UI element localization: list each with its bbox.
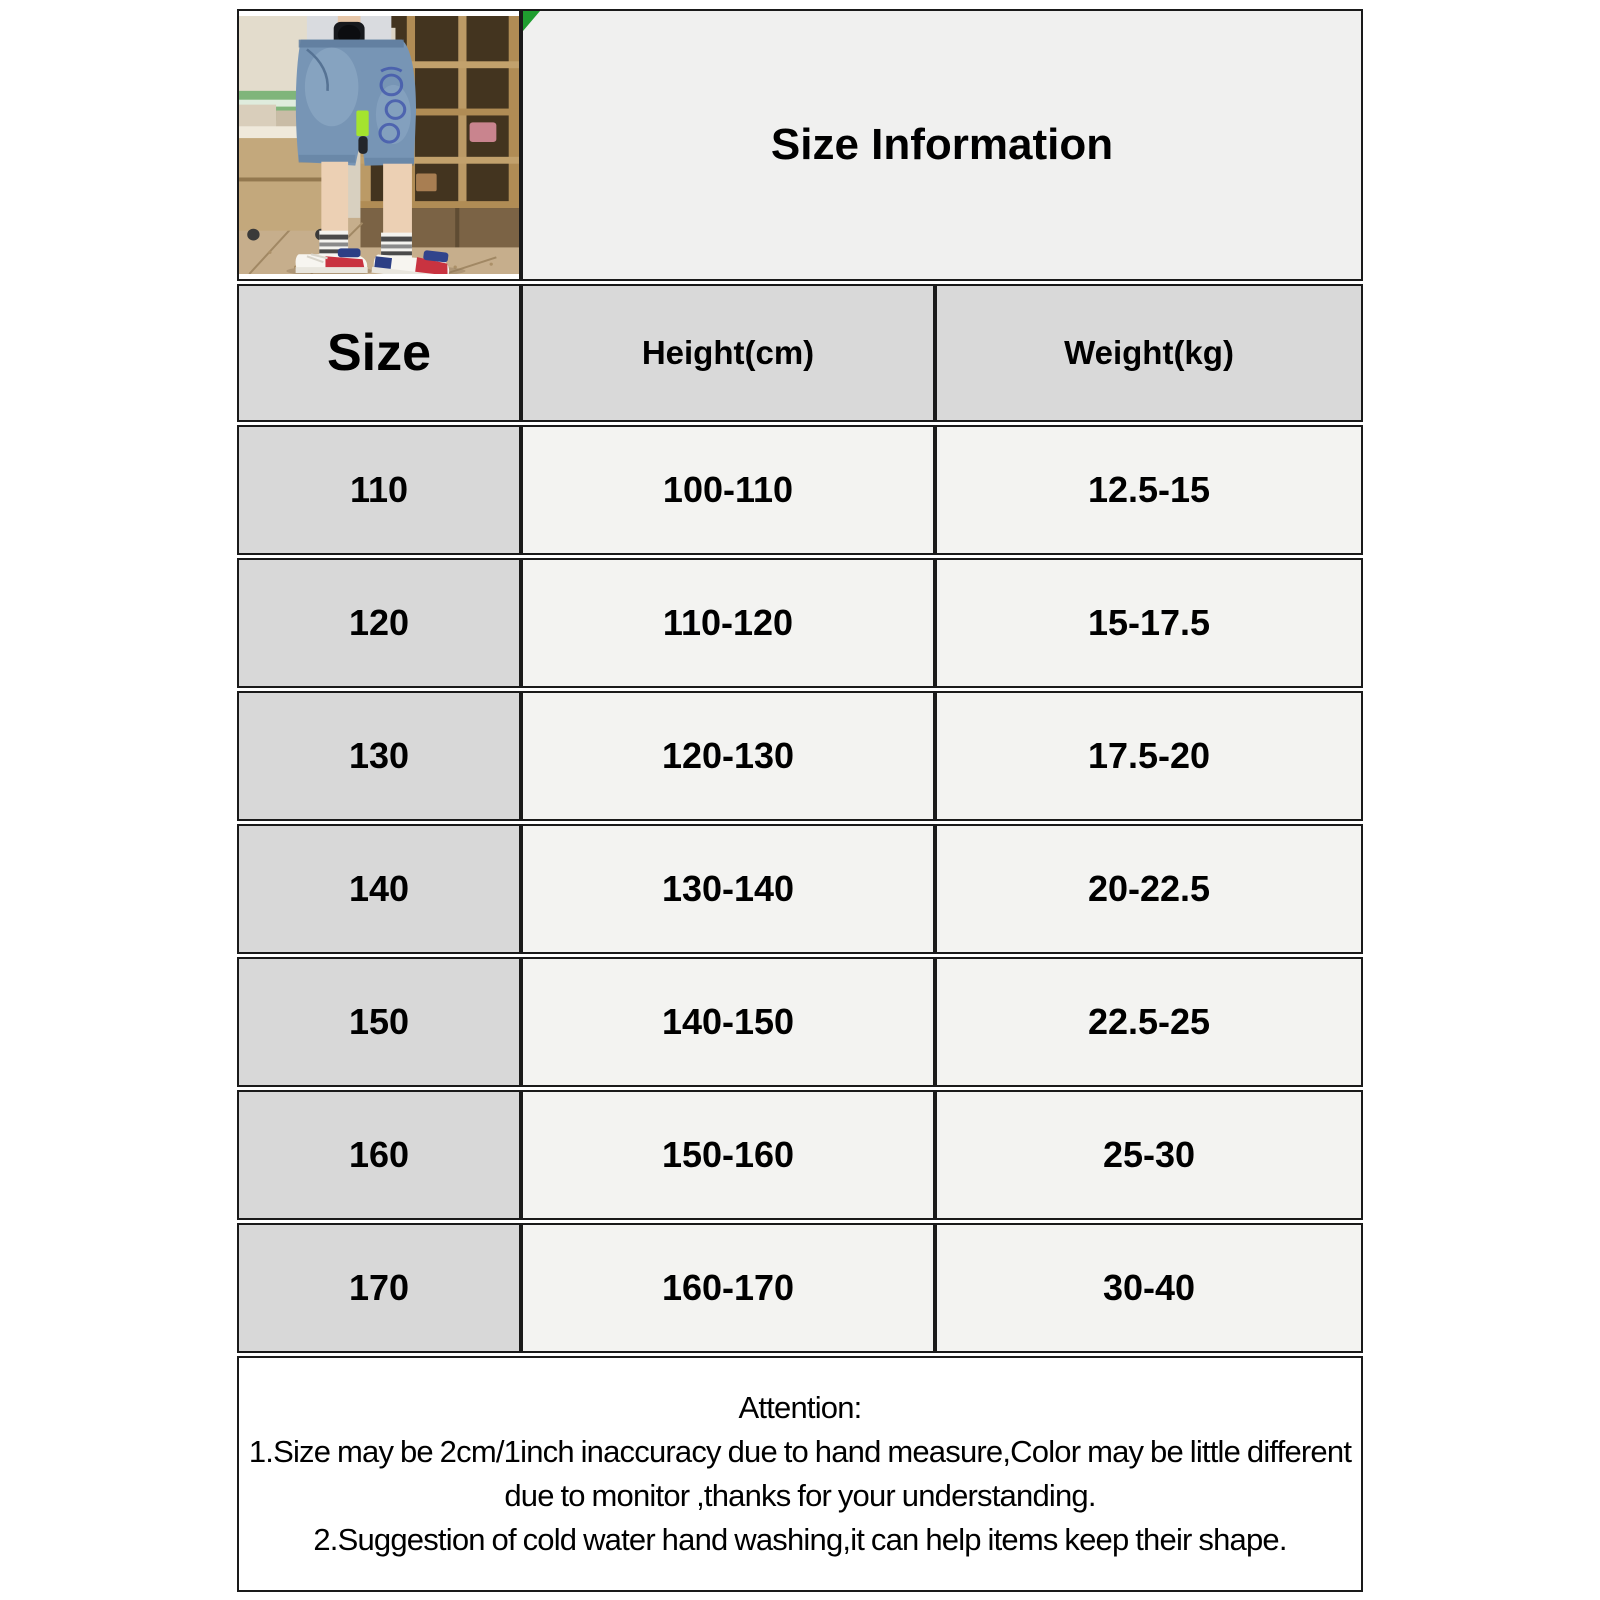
attention-note-1: 1.Size may be 2cm/1inch inaccuracy due to hand measure,Color may be little different due to monitor ,thanks for your understanding.: [248, 1433, 1352, 1513]
banner-title: Size Information: [770, 120, 1114, 169]
size-table: [237, 6, 1363, 1595]
weight-value: 20-22.5: [935, 824, 1363, 954]
size-value: 150: [237, 957, 521, 1087]
height-value: 130-140: [521, 824, 935, 954]
column-header-height: Height(cm): [521, 284, 935, 422]
table-row: [237, 425, 1363, 555]
table-row: [237, 691, 1363, 821]
table-row: [237, 1090, 1363, 1220]
weight-value: 22.5-25: [935, 957, 1363, 1087]
table-row: [237, 824, 1363, 954]
size-value: 130: [237, 691, 521, 821]
attention-row: [237, 1356, 1363, 1592]
column-header-weight: Weight(kg): [935, 284, 1363, 422]
product-photo: [239, 16, 519, 274]
size-value: 160: [237, 1090, 521, 1220]
height-value: 100-110: [521, 425, 935, 555]
size-value: 110: [237, 425, 521, 555]
attention-note: [237, 1356, 1363, 1592]
size-value: 170: [237, 1223, 521, 1353]
size-information-sheet: [237, 6, 1363, 1595]
top-row: [237, 9, 1363, 281]
attention-title: Attention:: [738, 1389, 862, 1425]
attention-note-2: 2.Suggestion of cold water hand washing,it can help items keep their shape.: [313, 1522, 1287, 1558]
weight-value: 25-30: [935, 1090, 1363, 1220]
column-header-size: Size: [237, 284, 521, 422]
table-header-row: [237, 284, 1363, 422]
weight-value: 17.5-20: [935, 691, 1363, 821]
cell-corner-marker-icon: [523, 11, 540, 31]
table-row: [237, 558, 1363, 688]
height-value: 140-150: [521, 957, 935, 1087]
height-value: 120-130: [521, 691, 935, 821]
weight-value: 15-17.5: [935, 558, 1363, 688]
size-value: 140: [237, 824, 521, 954]
weight-value: 30-40: [935, 1223, 1363, 1353]
height-value: 160-170: [521, 1223, 935, 1353]
height-value: 150-160: [521, 1090, 935, 1220]
size-value: 120: [237, 558, 521, 688]
size-information-banner: [521, 9, 1363, 281]
table-row: [237, 957, 1363, 1087]
table-row: [237, 1223, 1363, 1353]
height-value: 110-120: [521, 558, 935, 688]
product-photo-cell: [237, 9, 521, 281]
weight-value: 12.5-15: [935, 425, 1363, 555]
